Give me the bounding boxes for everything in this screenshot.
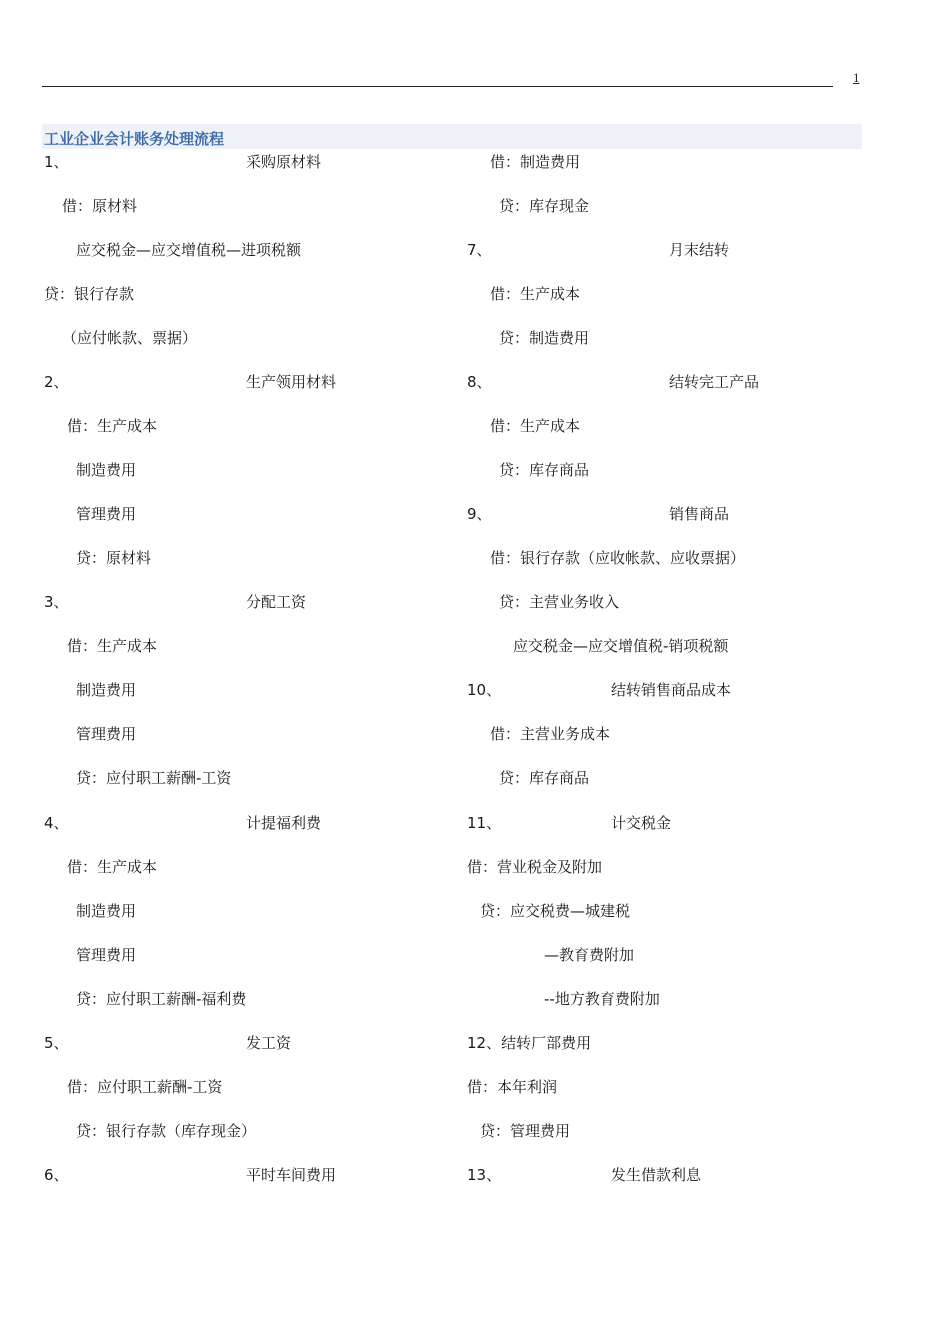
entry-2-debit: 借：生产成本 (67, 417, 158, 435)
entry-9-credit: 贷：主营业务收入 (499, 593, 620, 611)
entry-1-heading: 采购原材料 (246, 153, 322, 171)
entry-10-debit: 借：主营业务成本 (490, 725, 611, 743)
entry-2-credit: 贷：原材料 (76, 549, 152, 567)
entry-7-debit: 借：生产成本 (490, 285, 581, 303)
entry-8-heading: 结转完工产品 (669, 373, 760, 391)
entry-12-debit: 借：本年利润 (467, 1078, 558, 1096)
entry-8-number: 8、 (467, 373, 492, 391)
entry-1-number: 1、 (44, 153, 69, 171)
entry-4-heading: 计提福利费 (246, 814, 322, 832)
entry-8-credit: 贷：库存商品 (499, 461, 590, 479)
entry-3-credit: 贷：应付职工薪酬-工资 (76, 769, 232, 787)
entry-1-debit: 借：原材料 (62, 197, 138, 215)
entry-5-debit: 借：应付职工薪酬-工资 (67, 1078, 223, 1096)
entry-10-number: 10、 (467, 681, 502, 699)
entry-4-debit: 借：生产成本 (67, 858, 158, 876)
entry-4-debit-3: 管理费用 (76, 946, 137, 964)
entry-13-heading: 发生借款利息 (611, 1166, 702, 1184)
entry-2-debit-2: 制造费用 (76, 461, 137, 479)
entry-7-heading: 月末结转 (669, 241, 730, 259)
entry-9-credit-2: 应交税金—应交增值税-销项税额 (513, 637, 729, 655)
entry-6-number: 6、 (44, 1166, 69, 1184)
entry-12-heading: 12、结转厂部费用 (467, 1034, 592, 1052)
entry-6-credit: 贷：库存现金 (499, 197, 590, 215)
entry-3-debit-3: 管理费用 (76, 725, 137, 743)
entry-3-number: 3、 (44, 593, 69, 611)
entry-11-number: 11、 (467, 814, 502, 832)
entry-5-credit: 贷：银行存款（库存现金） (76, 1122, 257, 1140)
entry-6-debit: 借：制造费用 (490, 153, 581, 171)
entry-3-debit: 借：生产成本 (67, 637, 158, 655)
entry-7-number: 7、 (467, 241, 492, 259)
entry-2-number: 2、 (44, 373, 69, 391)
entry-11-debit: 借：营业税金及附加 (467, 858, 603, 876)
entry-2-heading: 生产领用材料 (246, 373, 337, 391)
entry-11-credit-2: —教育费附加 (544, 946, 635, 964)
entry-9-number: 9、 (467, 505, 492, 523)
entry-8-debit: 借：生产成本 (490, 417, 581, 435)
entry-1-credit-note: （应付帐款、票据） (62, 329, 198, 347)
entry-11-credit: 贷：应交税费—城建税 (480, 902, 631, 920)
entry-12-credit: 贷：管理费用 (480, 1122, 571, 1140)
entry-9-heading: 销售商品 (669, 505, 730, 523)
entry-10-credit: 贷：库存商品 (499, 769, 590, 787)
entry-11-credit-3: --地方教育费附加 (544, 990, 660, 1008)
entry-1-credit: 贷：银行存款 (44, 285, 135, 303)
entry-4-credit: 贷：应付职工薪酬-福利费 (76, 990, 247, 1008)
entry-5-heading: 发工资 (246, 1034, 292, 1052)
entry-13-number: 13、 (467, 1166, 502, 1184)
entry-4-number: 4、 (44, 814, 69, 832)
entry-3-debit-2: 制造费用 (76, 681, 137, 699)
entry-6-heading: 平时车间费用 (246, 1166, 337, 1184)
page-number: 1 (853, 70, 860, 85)
entry-9-debit: 借：银行存款（应收帐款、应收票据） (490, 549, 746, 567)
entry-10-heading: 结转销售商品成本 (611, 681, 732, 699)
entry-5-number: 5、 (44, 1034, 69, 1052)
page-title: 工业企业会计账务处理流程 (44, 130, 225, 148)
entry-4-debit-2: 制造费用 (76, 902, 137, 920)
entry-3-heading: 分配工资 (246, 593, 307, 611)
header-rule (42, 86, 833, 87)
entry-2-debit-3: 管理费用 (76, 505, 137, 523)
entry-7-credit: 贷：制造费用 (499, 329, 590, 347)
entry-1-debit-2: 应交税金—应交增值税—进项税额 (76, 241, 302, 259)
entry-11-heading: 计交税金 (611, 814, 672, 832)
